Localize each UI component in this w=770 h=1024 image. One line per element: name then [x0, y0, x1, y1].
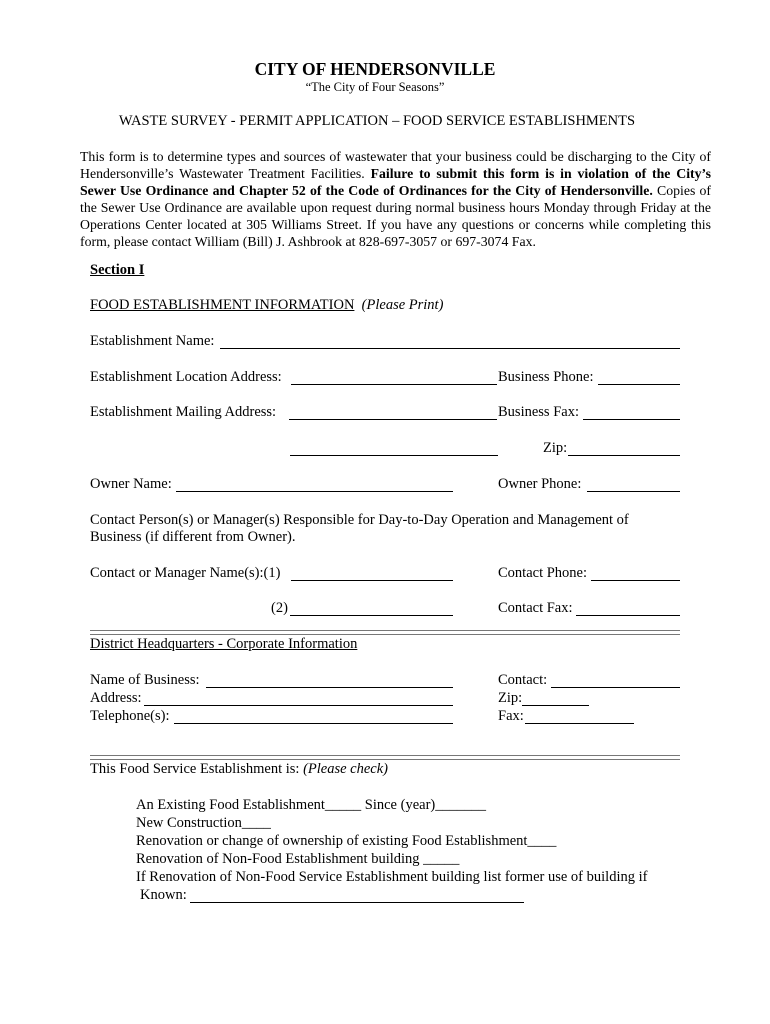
business-phone-field[interactable]	[598, 384, 680, 385]
contact-name-1-label: Contact or Manager Name(s):(1)	[90, 565, 281, 581]
district-fax-label: Fax:	[498, 708, 524, 724]
intro-text-1: This form is to determine types and sources of wastewater that your business could be discharging to the City of Hendersonville’s Wastewater Treatment Facilities.	[80, 149, 711, 181]
establishment-name-label: Establishment Name:	[90, 333, 215, 349]
district-zip-label: Zip:	[498, 690, 523, 706]
owner-name-field[interactable]	[176, 491, 453, 492]
section-divider-2	[90, 755, 680, 760]
former-use-instruction: If Renovation of Non-Food Service Establishment building list former use of building if	[136, 869, 648, 885]
intro-text-3: Copies of the Sewer Use Ordinance are available upon request during normal business hours Monday through Friday at the Operations Center located at 305 Williams Street. If you have any questions or concerns while completing this form, please contact William (Bill) J. Ashbrook at 828-697-3057 or 697-3074 Fax.	[80, 183, 712, 249]
please-check-note: (Please check)	[303, 761, 388, 777]
establishment-name-field[interactable]	[220, 348, 680, 349]
section-heading: Section I	[90, 262, 145, 278]
district-telephone-field[interactable]	[174, 723, 453, 724]
contact-phone-field[interactable]	[591, 580, 680, 581]
contact-name-2-label: (2)	[271, 600, 288, 616]
business-fax-field[interactable]	[583, 419, 680, 420]
district-address-field[interactable]	[144, 705, 453, 706]
district-telephone-label: Telephone(s):	[90, 708, 170, 724]
zip-label: Zip:	[543, 440, 568, 456]
option-existing[interactable]: An Existing Food Establishment_____ Since (year)_______	[136, 797, 486, 813]
contact-name-1-field[interactable]	[291, 580, 453, 581]
option-new-construction[interactable]: New Construction____	[136, 815, 271, 831]
owner-phone-label: Owner Phone:	[498, 476, 582, 492]
district-heading: District Headquarters - Corporate Information	[90, 636, 358, 652]
city-motto: “The City of Four Seasons”	[305, 80, 445, 94]
known-label: Known:	[140, 887, 187, 903]
former-use-field[interactable]	[190, 902, 524, 903]
business-phone-label: Business Phone:	[498, 369, 594, 385]
option-renovation-change[interactable]: Renovation or change of ownership of existing Food Establishment____	[136, 833, 557, 849]
location-address-field[interactable]	[291, 384, 497, 385]
section-divider	[90, 630, 680, 635]
mailing-address-line2-field[interactable]	[290, 455, 498, 456]
contact-name-2-field[interactable]	[290, 615, 453, 616]
owner-phone-field[interactable]	[587, 491, 680, 492]
district-contact-field[interactable]	[551, 687, 680, 688]
business-name-label: Name of Business:	[90, 672, 200, 688]
intro-violation-warning: Failure to submit this form is in violation of the City’s Sewer Use Ordinance and Chapter 52 of the Code of Ordinances for the City of Hendersonville.	[80, 166, 712, 198]
intro-paragraph	[80, 148, 711, 250]
district-address-label: Address:	[90, 690, 142, 706]
establishment-type-heading: This Food Service Establishment is: (Please check)	[90, 761, 388, 777]
business-fax-label: Business Fax:	[498, 404, 579, 420]
please-print-note: (Please Print)	[361, 297, 444, 313]
form-title: WASTE SURVEY - PERMIT APPLICATION – FOOD SERVICE ESTABLISHMENTS	[118, 113, 636, 129]
food-info-heading: FOOD ESTABLISHMENT INFORMATION (Please Print)	[90, 297, 444, 313]
contact-fax-field[interactable]	[576, 615, 680, 616]
zip-field[interactable]	[568, 455, 680, 456]
option-renovation-non-food[interactable]: Renovation of Non-Food Establishment building _____	[136, 851, 460, 867]
district-zip-field[interactable]	[522, 705, 589, 706]
district-fax-field[interactable]	[525, 723, 634, 724]
contact-fax-label: Contact Fax:	[498, 600, 573, 616]
location-address-label: Establishment Location Address:	[90, 369, 282, 385]
mailing-address-label: Establishment Mailing Address:	[90, 404, 277, 420]
owner-name-label: Owner Name:	[90, 476, 172, 492]
page-title: CITY OF HENDERSONVILLE	[254, 59, 496, 79]
mailing-address-field[interactable]	[289, 419, 497, 420]
contact-description: Contact Person(s) or Manager(s) Responsible for Day-to-Day Operation and Management of Business (if different from Owner).	[90, 512, 629, 545]
district-contact-label: Contact:	[498, 672, 548, 688]
contact-phone-label: Contact Phone:	[498, 565, 588, 581]
business-name-field[interactable]	[206, 687, 453, 688]
